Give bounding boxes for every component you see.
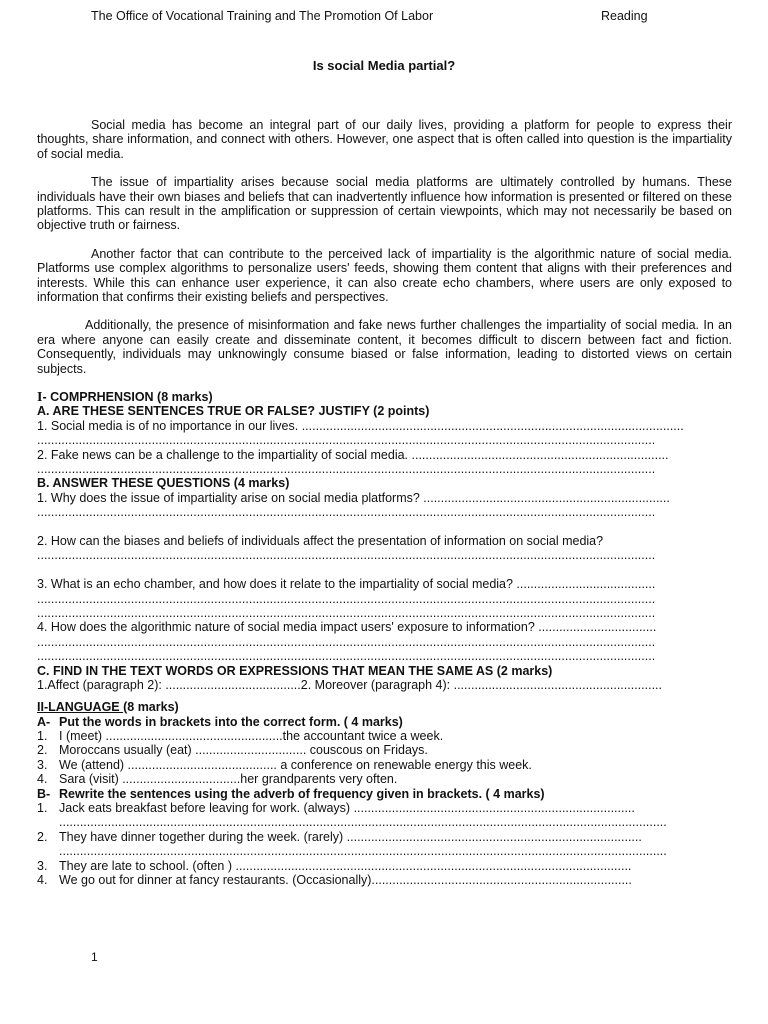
- answer-line: ..................................................................................................................................................................................: [37, 462, 656, 477]
- answer-line: ...............................................................................................................................................................................: [59, 844, 667, 859]
- question-1: 1. Why does the issue of impartiality arise on social media platforms? .......................................................................: [37, 490, 670, 505]
- true-false-item-1: 1. Social media is of no importance in our lives. ..............................................................................................................: [37, 418, 684, 433]
- paragraph-1: Social media has become an integral part of our daily lives, providing a platform for people to express their thoughts, share information, and connect with others. However, one aspect that is often called into question is the impartiality of social media.: [37, 118, 732, 161]
- item-number: 1.: [37, 801, 48, 816]
- item-text: We (attend) ........................................... a conference on renewable energy this week.: [59, 757, 532, 772]
- exercise-b-label: B-: [37, 786, 51, 801]
- verb-item-3: [37, 758, 732, 772]
- item-text: Moroccans usually (eat) ................................ couscous on Fridays.: [59, 743, 428, 758]
- item-number: 2.: [37, 829, 48, 844]
- item-number: 4.: [37, 872, 48, 887]
- verb-item-2: [37, 743, 732, 757]
- verb-item-4: [37, 772, 732, 786]
- item-text: They have dinner together during the week. (rarely) .....................................................................................: [59, 829, 642, 844]
- verb-item-1: [37, 729, 732, 743]
- document-body: [37, 118, 732, 887]
- item-text: Sara (visit) ..................................her grandparents very often.: [59, 772, 398, 787]
- answer-line: ..................................................................................................................................................................................: [37, 505, 656, 520]
- header-subject: Reading: [601, 9, 648, 23]
- page-title: Is social Media partial?: [312, 58, 456, 73]
- item-number: 3.: [37, 858, 48, 873]
- paragraph-2: The issue of impartiality arises because social media platforms are ultimately controlled by humans. These individuals have their own biases and beliefs that can inadvertently influence how information is presented or filtered on these platforms. This can result in the amplification or suppression of certain viewpoints, which may not necessarily be based on objective truth or fairness.: [37, 175, 732, 233]
- section-c-heading: C. FIND IN THE TEXT WORDS OR EXPRESSIONS THAT MEAN THE SAME AS (2 marks): [37, 663, 553, 678]
- adverb-item-2: [37, 830, 732, 844]
- item-text: I (meet) ...................................................the accountant twice a week.: [59, 729, 444, 744]
- answer-line: ..................................................................................................................................................................................: [37, 605, 656, 620]
- section-a-heading: A. ARE THESE SENTENCES TRUE OR FALSE? JUSTIFY (2 points): [37, 404, 430, 419]
- heading-text: - COMPRHENSION (8 marks): [42, 390, 213, 405]
- answer-line: ..................................................................................................................................................................................: [37, 548, 656, 563]
- answer-line: ..................................................................................................................................................................................: [37, 433, 656, 448]
- comprehension-heading: [37, 390, 732, 404]
- exercise-a-text: Put the words in brackets into the correct form. ( 4 marks): [59, 714, 403, 729]
- adverb-item-4: [37, 873, 732, 887]
- true-false-item-2: 2. Fake news can be a challenge to the impartiality of social media. ..........................................................................: [37, 447, 669, 462]
- answer-line: ..................................................................................................................................................................................: [37, 649, 656, 664]
- exercise-a-label: A-: [37, 714, 51, 729]
- page-header: [91, 9, 768, 25]
- language-b-instruction: [37, 787, 732, 801]
- answer-line: ..................................................................................................................................................................................: [37, 634, 656, 649]
- language-a-instruction: [37, 715, 732, 729]
- adverb-item-1: [37, 801, 732, 815]
- item-text: Jack eats breakfast before leaving for work. (always) .................................................................................: [59, 801, 635, 816]
- item-text: They are late to school. (often ) ..................................................................................................................: [59, 858, 632, 873]
- language-section: [37, 700, 732, 887]
- item-text: We go out for dinner at fancy restaurants. (Occasionally)...........................................................................: [59, 872, 632, 887]
- heading-numeral: I: [37, 390, 43, 405]
- header-institution: The Office of Vocational Training and The Promotion Of Labor: [91, 9, 434, 23]
- page-number: 1: [91, 950, 98, 964]
- paragraph-3: Another factor that can contribute to the perceived lack of impartiality is the algorithmic nature of social media. Platforms use complex algorithms to personalize users' feeds, showing them content that aligns with their preferences and interests. While this can enhance user experience, it can also create echo chambers, where users are only exposed to information that confirms their existing beliefs and perspectives.: [37, 246, 732, 305]
- item-number: 3.: [37, 757, 48, 772]
- question-4: 4. How does the algorithmic nature of social media impact users' exposure to information? ..................................: [37, 620, 657, 635]
- language-heading-marks: (8 marks): [123, 700, 179, 715]
- adverb-item-3: [37, 859, 732, 873]
- language-heading: [37, 700, 732, 714]
- paragraph-4: Additionally, the presence of misinformation and fake news further challenges the impartiality of social media. In an era where anyone can easily create and disseminate content, it becomes difficult to discern between fact and fiction. Consequently, individuals may unknowingly consume biased or false information, leading to distorted views on certain subjects.: [37, 318, 732, 376]
- question-2: 2. How can the biases and beliefs of individuals affect the presentation of information on social media?: [37, 534, 604, 548]
- exercise-b-text: Rewrite the sentences using the adverb of frequency given in brackets. ( 4 marks): [59, 786, 545, 801]
- item-number: 1.: [37, 729, 48, 744]
- item-number: 2.: [37, 743, 48, 758]
- section-b-heading: B. ANSWER THESE QUESTIONS (4 marks): [37, 476, 290, 491]
- answer-line: ...............................................................................................................................................................................: [59, 815, 667, 830]
- language-heading-text: II-LANGUAGE: [37, 700, 124, 715]
- item-number: 4.: [37, 772, 48, 787]
- vocabulary-items: 1.Affect (paragraph 2): .......................................2. Moreover (paragraph 4): ............................................................: [37, 677, 662, 692]
- comprehension-section: [37, 390, 732, 692]
- question-3: 3. What is an echo chamber, and how does it relate to the impartiality of social media? ........................................: [37, 577, 656, 592]
- answer-line: ..................................................................................................................................................................................: [37, 591, 656, 606]
